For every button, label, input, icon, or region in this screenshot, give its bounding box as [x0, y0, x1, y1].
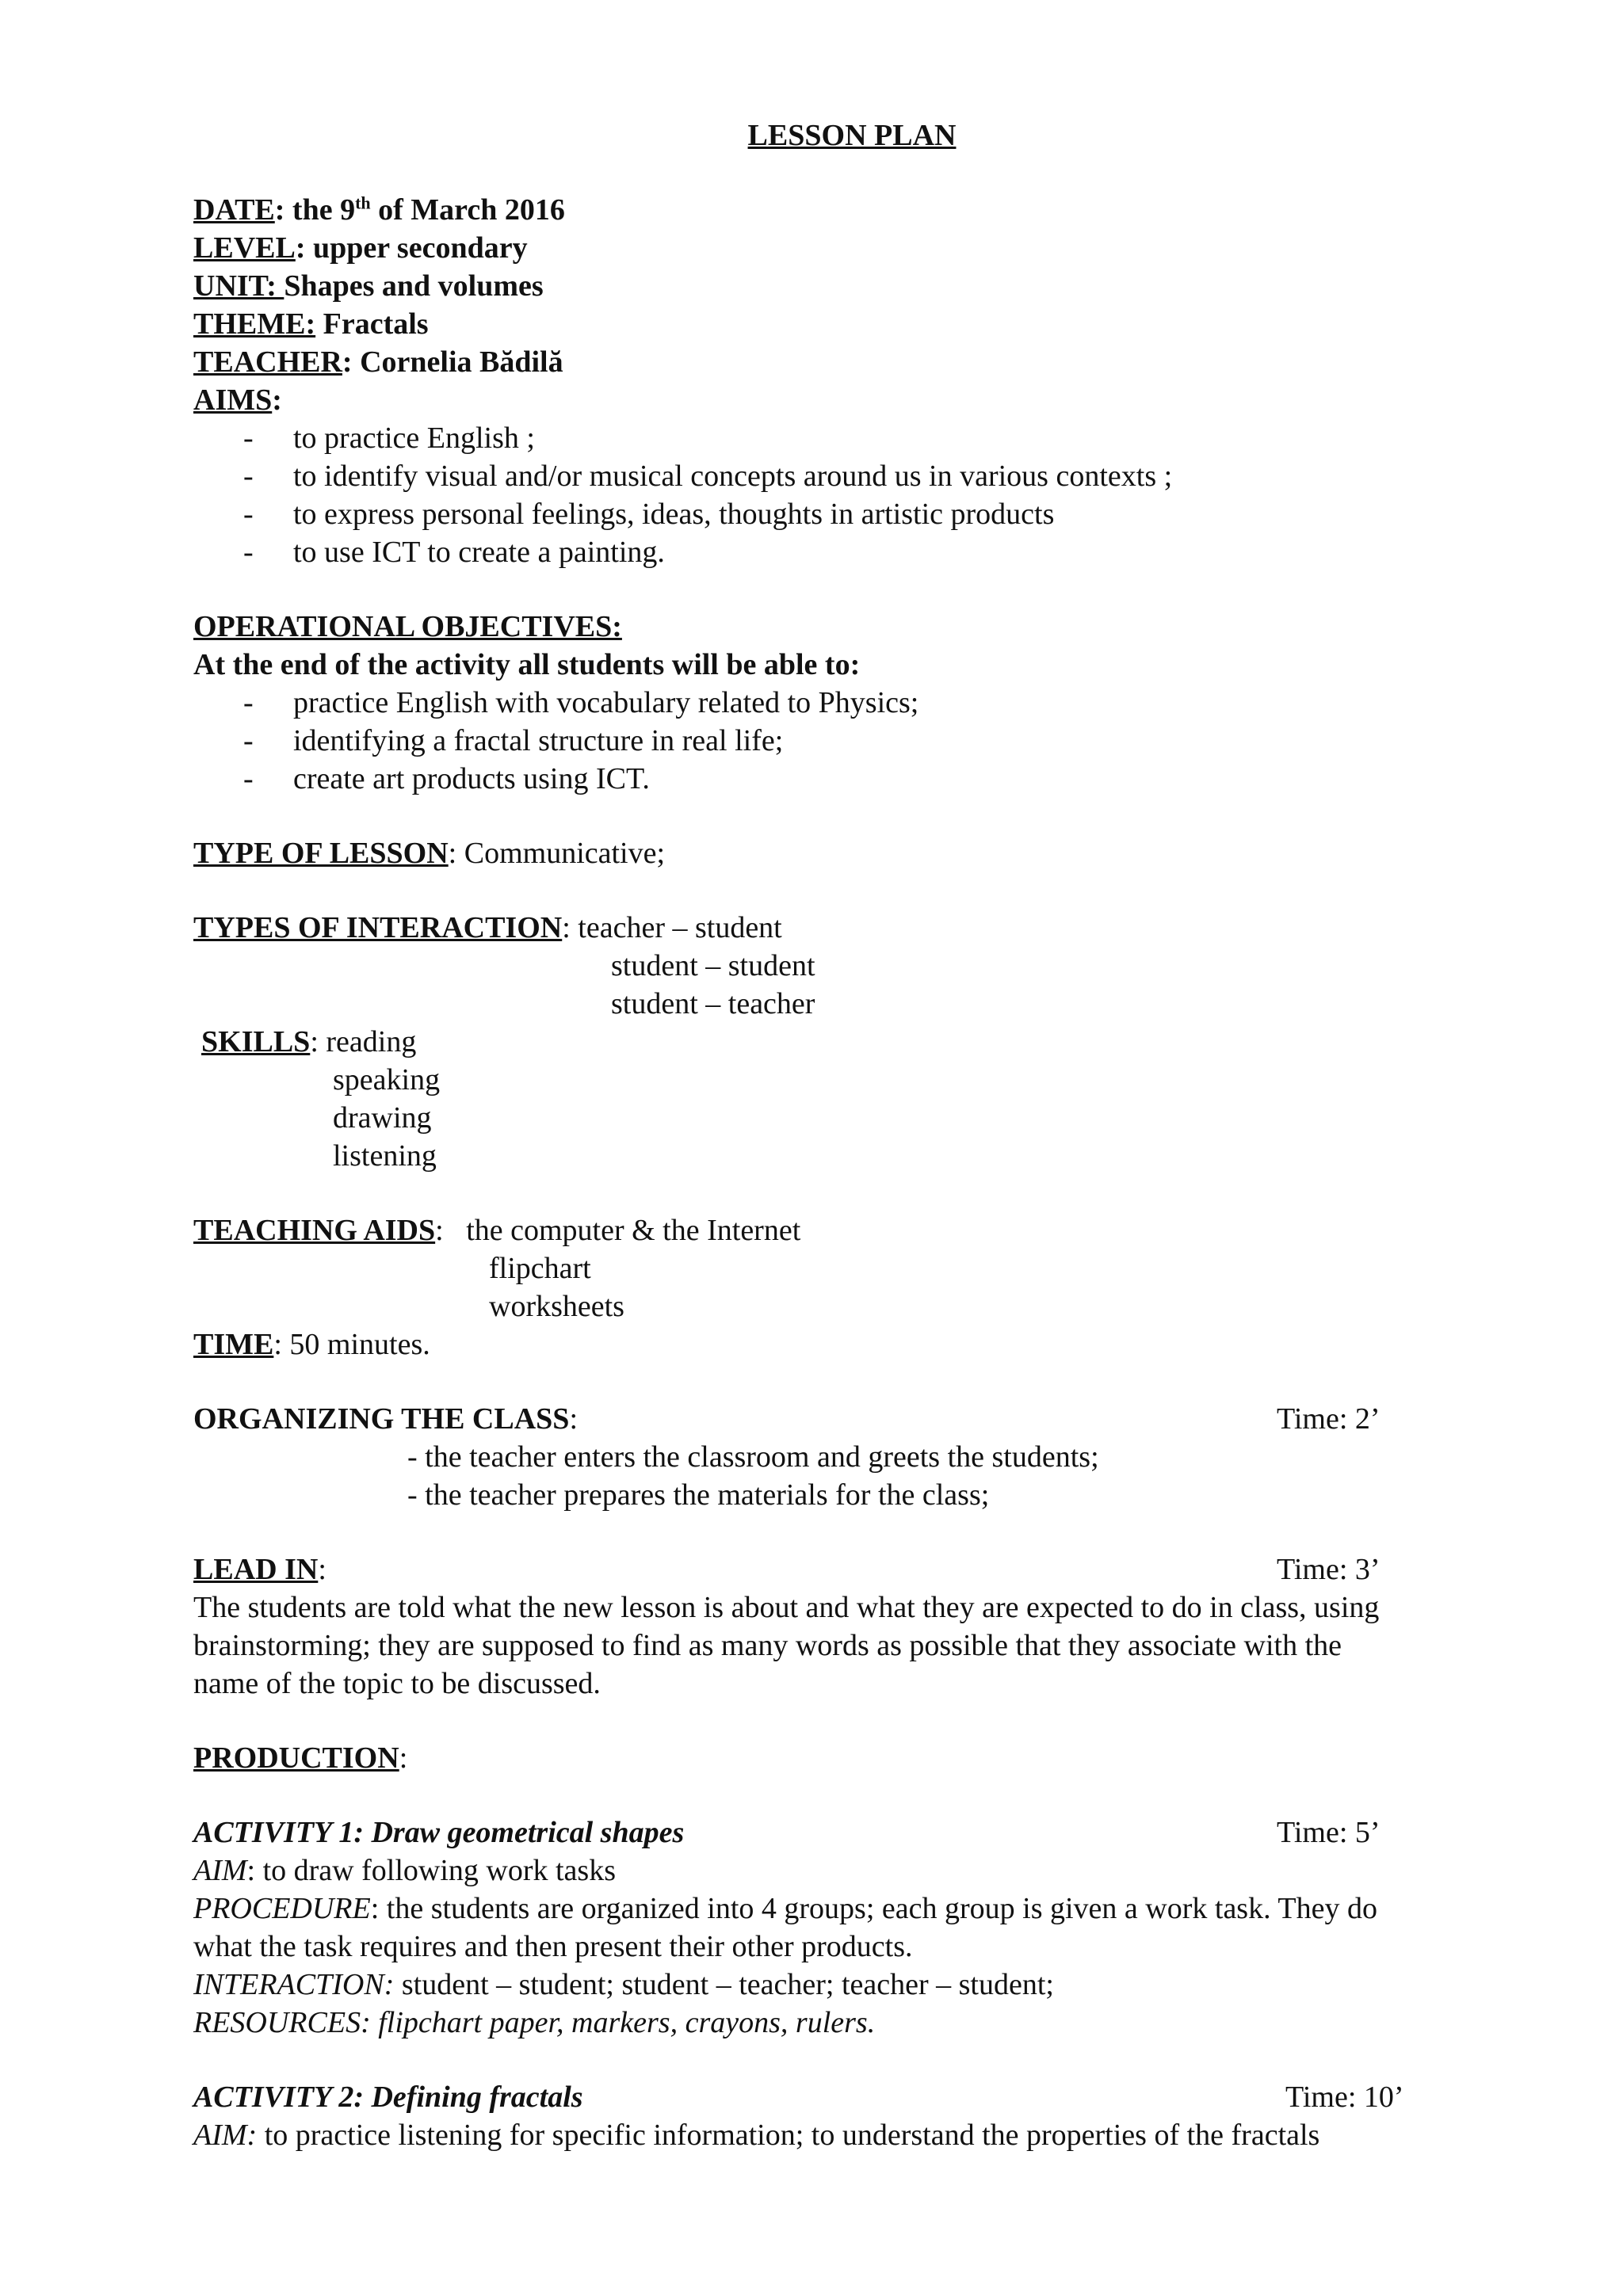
organizing-label: ORGANIZING THE CLASS [193, 1402, 570, 1436]
skills-item: listening [333, 1139, 437, 1173]
skills-item: speaking [333, 1063, 441, 1097]
skills-label: SKILLS [201, 1025, 311, 1058]
bullet-dash: - [243, 686, 254, 719]
unit-line [193, 268, 544, 305]
activity1-interaction [193, 1966, 1054, 2004]
aids-item: flipchart [489, 1252, 591, 1285]
aims-item: to express personal feelings, ideas, thoughts in artistic products [293, 498, 1055, 531]
activity1-aim-label: AIM [193, 1854, 247, 1887]
lesson-type-value: : Communicative; [448, 837, 666, 870]
interaction-label: TYPES OF INTERACTION [193, 911, 563, 944]
activity2-aim-text: to practice listening for specific information; to understand the properties of the fractals [257, 2119, 1320, 2152]
theme-line [193, 306, 429, 343]
organizing-item: - the teacher prepares the materials for the class; [407, 1478, 990, 1512]
activity2-aim [193, 2117, 1319, 2154]
production-colon: : [399, 1741, 408, 1775]
objectives-heading: OPERATIONAL OBJECTIVES: [193, 610, 622, 643]
objectives-intro: At the end of the activity all students will be able to: [193, 648, 861, 681]
activity1-aim [193, 1852, 616, 1890]
organizing-item: - the teacher enters the classroom and greets the students; [407, 1440, 1099, 1474]
level-label: LEVEL [193, 231, 296, 265]
unit-value: Shapes and volumes [284, 269, 544, 303]
lead-in-label: LEAD IN [193, 1553, 319, 1586]
aids-first: : the computer & the Internet [435, 1214, 801, 1247]
page-title: LESSON PLAN [747, 119, 957, 152]
activity1-procedure [193, 1890, 1377, 1928]
activity1-title: ACTIVITY 1: Draw geometrical shapes [193, 1816, 685, 1849]
bullet-dash: - [243, 724, 254, 757]
lead-in-text-line: brainstorming; they are supposed to find as many words as possible that they associate with the [193, 1629, 1342, 1662]
aims-label: AIMS [193, 383, 273, 417]
theme-label: THEME: [193, 307, 316, 341]
lead-in-text-line: The students are told what the new lesson is about and what they are expected to do in class, using [193, 1591, 1380, 1624]
activity1-resources: RESOURCES: flipchart paper, markers, crayons, rulers. [193, 2006, 876, 2039]
production-label: PRODUCTION [193, 1741, 399, 1775]
activity1-procedure-label: PROCEDURE [193, 1892, 371, 1925]
unit-label: UNIT: [193, 269, 285, 303]
time-label: TIME [193, 1328, 274, 1361]
objectives-item: practice English with vocabulary related to Physics; [293, 686, 919, 719]
aims-colon: : [272, 383, 282, 417]
interaction-item: student – student [611, 949, 815, 982]
activity1-time: Time: 5’ [1277, 1816, 1381, 1849]
activity1-interaction-label: INTERACTION: [193, 1968, 395, 2001]
aids-item: worksheets [489, 1290, 624, 1323]
lead-in-text-line: name of the topic to be discussed. [193, 1667, 601, 1700]
time-line [193, 1326, 430, 1363]
activity2-title: ACTIVITY 2: Defining fractals [193, 2081, 583, 2114]
organizing-time: Time: 2’ [1277, 1402, 1381, 1436]
teacher-line [193, 344, 563, 381]
level-value: : upper secondary [295, 231, 528, 265]
interaction-first: : teacher – student [562, 911, 782, 944]
activity2-aim-label: AIM: [193, 2119, 258, 2152]
time-value: : 50 minutes. [273, 1328, 430, 1361]
organizing-colon: : [569, 1402, 578, 1436]
aims-item: to practice English ; [293, 421, 535, 455]
teacher-label: TEACHER [193, 345, 342, 379]
activity1-interaction-text: student – student; student – teacher; teacher – student; [394, 1968, 1054, 2001]
teacher-value: : Cornelia Bădilă [342, 345, 563, 379]
interaction-line [193, 910, 782, 947]
bullet-dash: - [243, 536, 254, 569]
date-value-pre: : the 9 [274, 193, 356, 227]
lesson-type-label: TYPE OF LESSON [193, 837, 449, 870]
lesson-type-line [193, 835, 665, 872]
level-line [193, 230, 528, 267]
date-line [193, 192, 565, 229]
bullet-dash: - [243, 762, 254, 795]
activity2-time: Time: 10’ [1285, 2081, 1404, 2114]
production-heading [193, 1740, 407, 1777]
skills-first: : reading [310, 1025, 417, 1058]
lead-in-heading [193, 1551, 327, 1589]
date-label: DATE [193, 193, 275, 227]
activity1-procedure-cont: what the task requires and then present their other products. [193, 1930, 913, 1963]
aims-item: to identify visual and/or musical concepts around us in various contexts ; [293, 460, 1173, 493]
objectives-item: identifying a fractal structure in real life; [293, 724, 784, 757]
activity1-procedure-text: : the students are organized into 4 groups; each group is given a work task. They do [370, 1892, 1377, 1925]
date-value-sup: th [355, 193, 371, 213]
aims-item: to use ICT to create a painting. [293, 536, 665, 569]
date-value-post: of March 2016 [370, 193, 565, 227]
bullet-dash: - [243, 498, 254, 531]
aids-line [193, 1212, 800, 1249]
theme-value: Fractals [315, 307, 429, 341]
interaction-item: student – teacher [611, 987, 815, 1020]
lead-in-time: Time: 3’ [1277, 1553, 1381, 1586]
organizing-heading [193, 1401, 578, 1438]
skills-item: drawing [333, 1101, 432, 1135]
skills-line [201, 1024, 416, 1061]
aids-label: TEACHING AIDS [193, 1214, 436, 1247]
bullet-dash: - [243, 460, 254, 493]
lead-in-colon: : [318, 1553, 327, 1586]
aims-heading [193, 382, 282, 419]
bullet-dash: - [243, 421, 254, 455]
objectives-item: create art products using ICT. [293, 762, 650, 795]
activity1-aim-text: : to draw following work tasks [246, 1854, 616, 1887]
